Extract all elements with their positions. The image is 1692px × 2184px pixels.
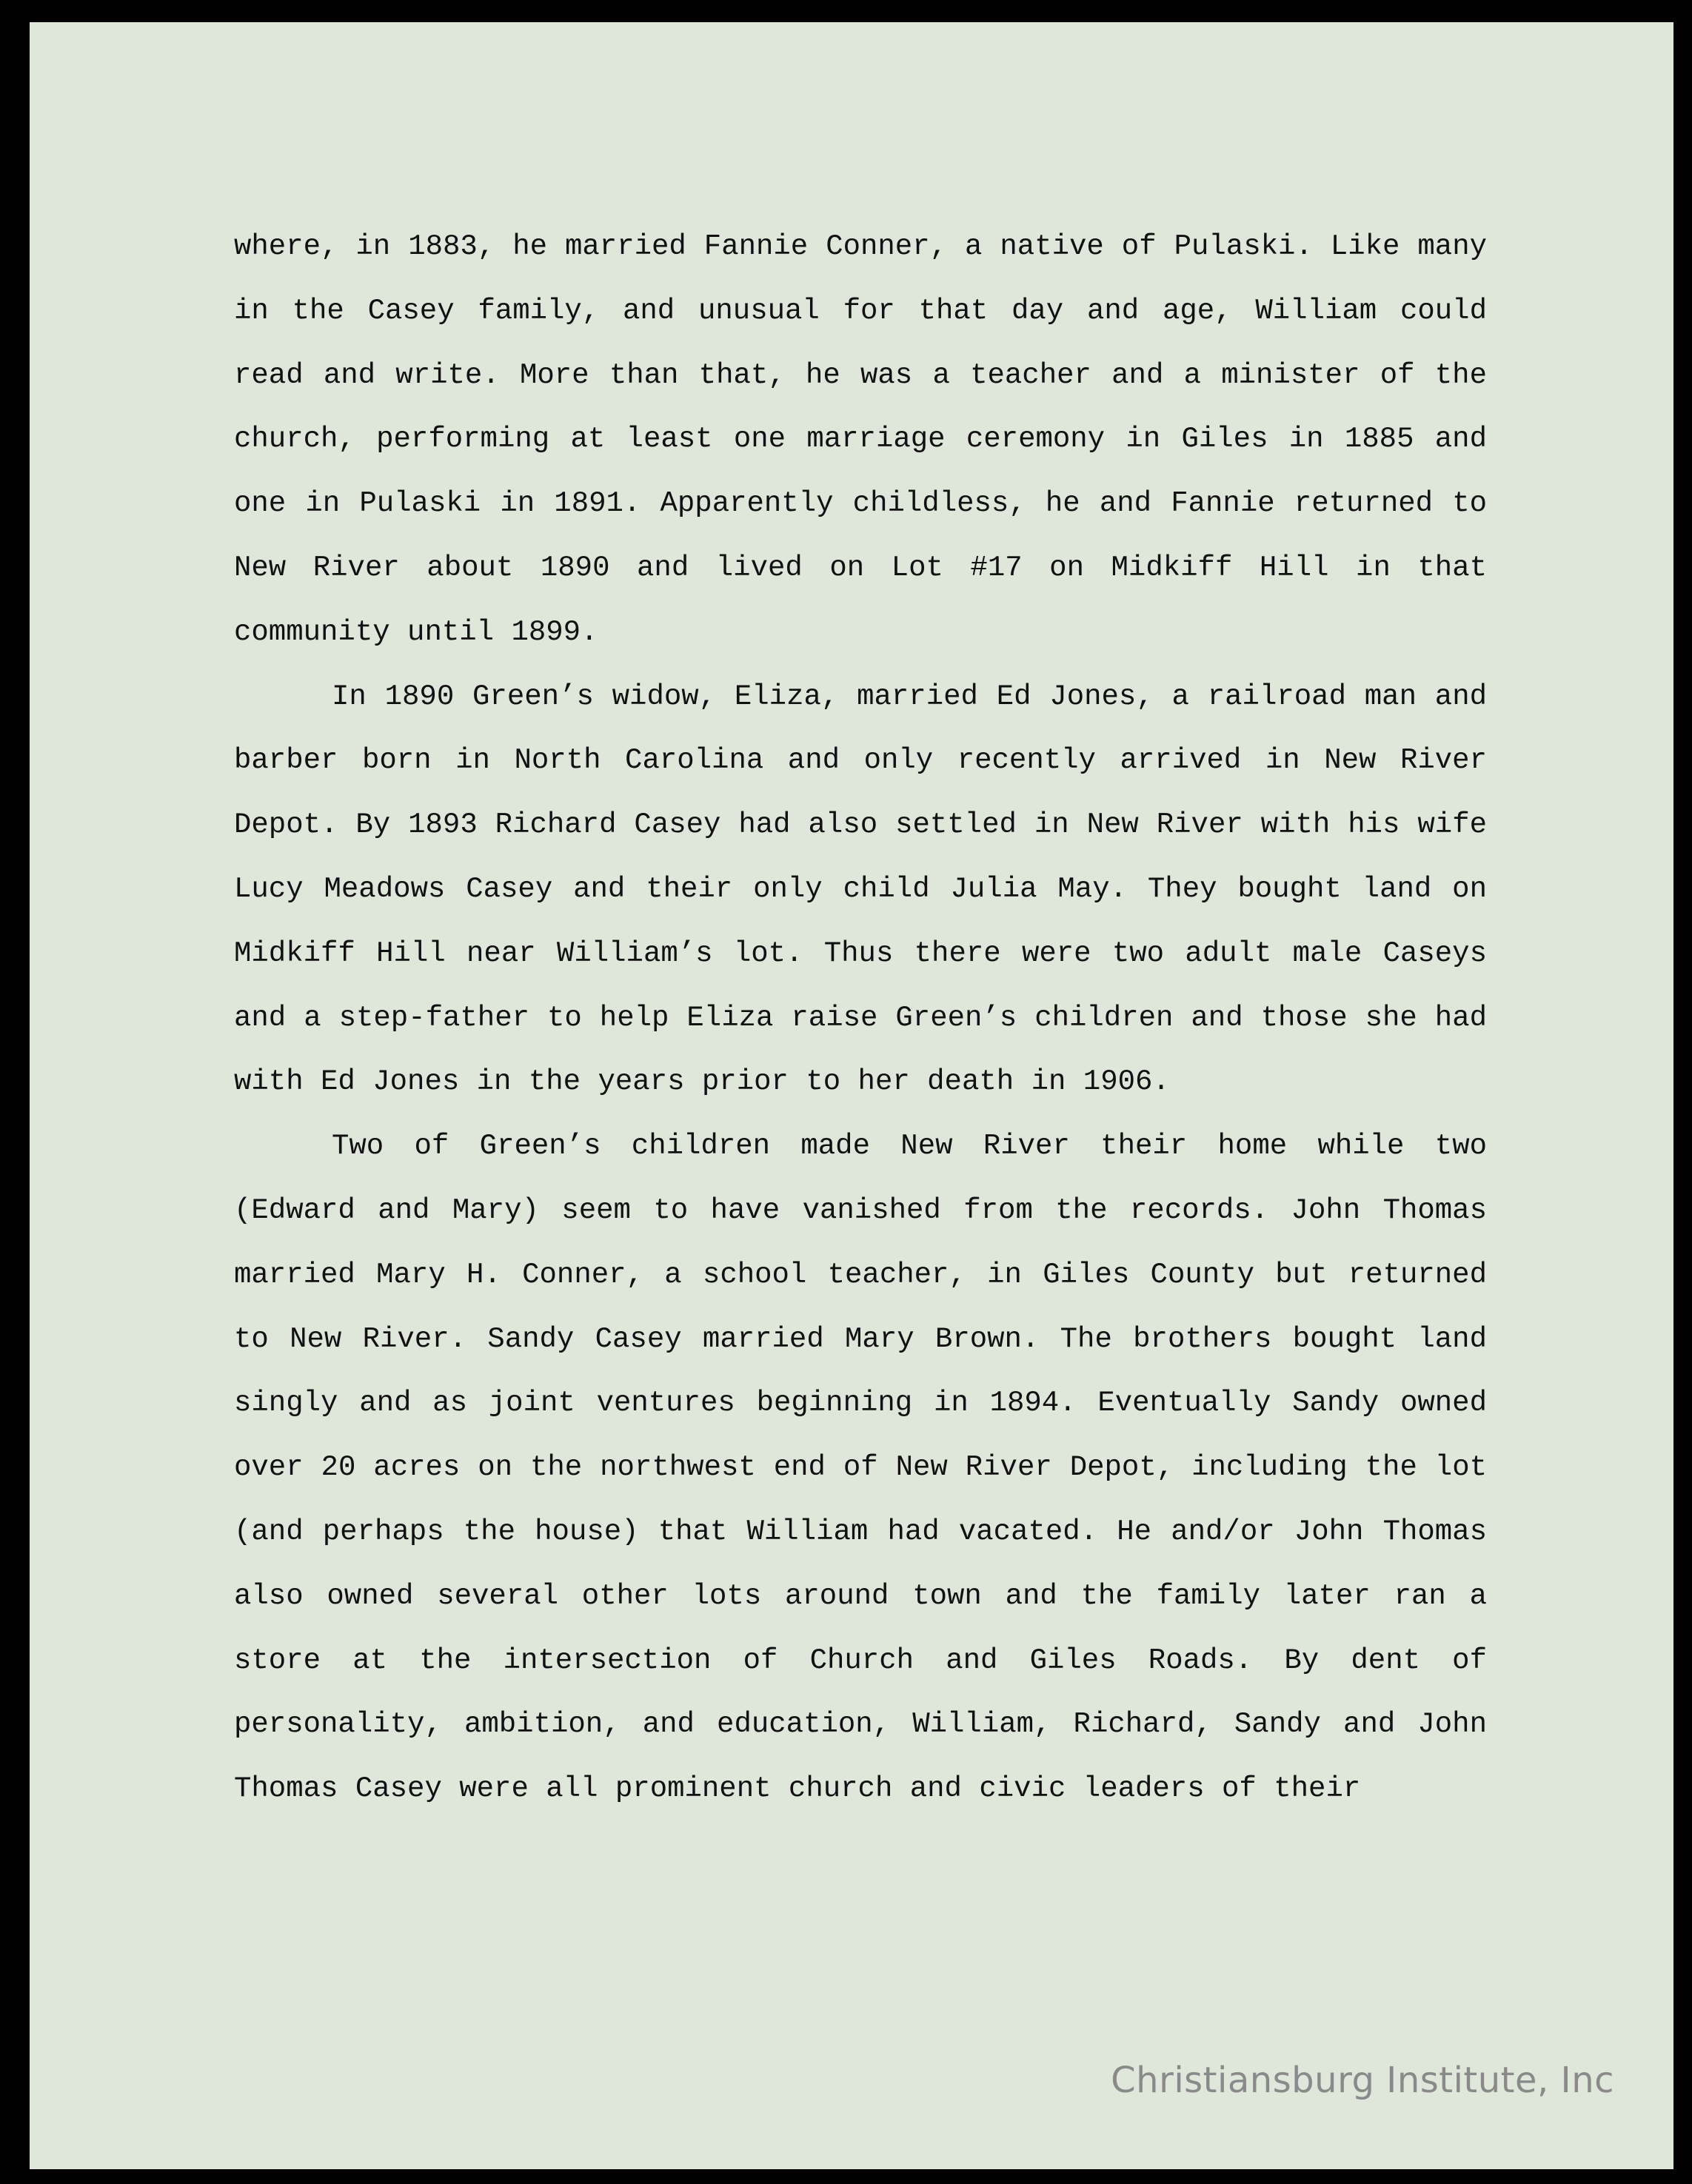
body-text [234, 215, 1487, 1821]
paragraph-1: where, in 1883, he married Fannie Conner, a native of Pulaski. Like many in the Casey family, and unusual for that day and age, William could read and write. More than that, he was a teacher and a minister of the church, performing at least one marriage ceremony in Giles in 1885 and one in Pulaski in 1891. Apparently childless, he and Fannie returned to New River about 1890 and lived on Lot #17 on Midkiff Hill in that community until 1899. [234, 230, 1487, 649]
document-page [30, 22, 1673, 2169]
paragraph-2: In 1890 Green’s widow, Eliza, married Ed Jones, a railroad man and barber born in North Carolina and only recently arrived in New River Depot. By 1893 Richard Casey had also settled in New River with his wife Lucy Meadows Casey and their only child Julia May. They bought land on Midkiff Hill near William’s lot. Thus there were two adult male Caseys and a step-father to help Eliza raise Green’s children and those she had with Ed Jones in the years prior to her death in 1906. [234, 680, 1487, 1099]
watermark-credit: Christiansburg Institute, Inc [1111, 2060, 1614, 2101]
paragraph-3: Two of Green’s children made New River their home while two (Edward and Mary) seem to have vanished from the records. John Thomas married Mary H. Conner, a school teacher, in Giles County but returned to New River. Sandy Casey married Mary Brown. The brothers bought land singly and as joint ventures beginning in 1894. Eventually Sandy owned over 20 acres on the northwest end of New River Depot, including the lot (and perhaps the house) that William had vacated. He and/or John Thomas also owned several other lots around town and the family later ran a store at the intersection of Church and Giles Roads. By dent of personality, ambition, and education, William, Richard, Sandy and John Thomas Casey were all prominent church and civic leaders of their [234, 1130, 1487, 1806]
